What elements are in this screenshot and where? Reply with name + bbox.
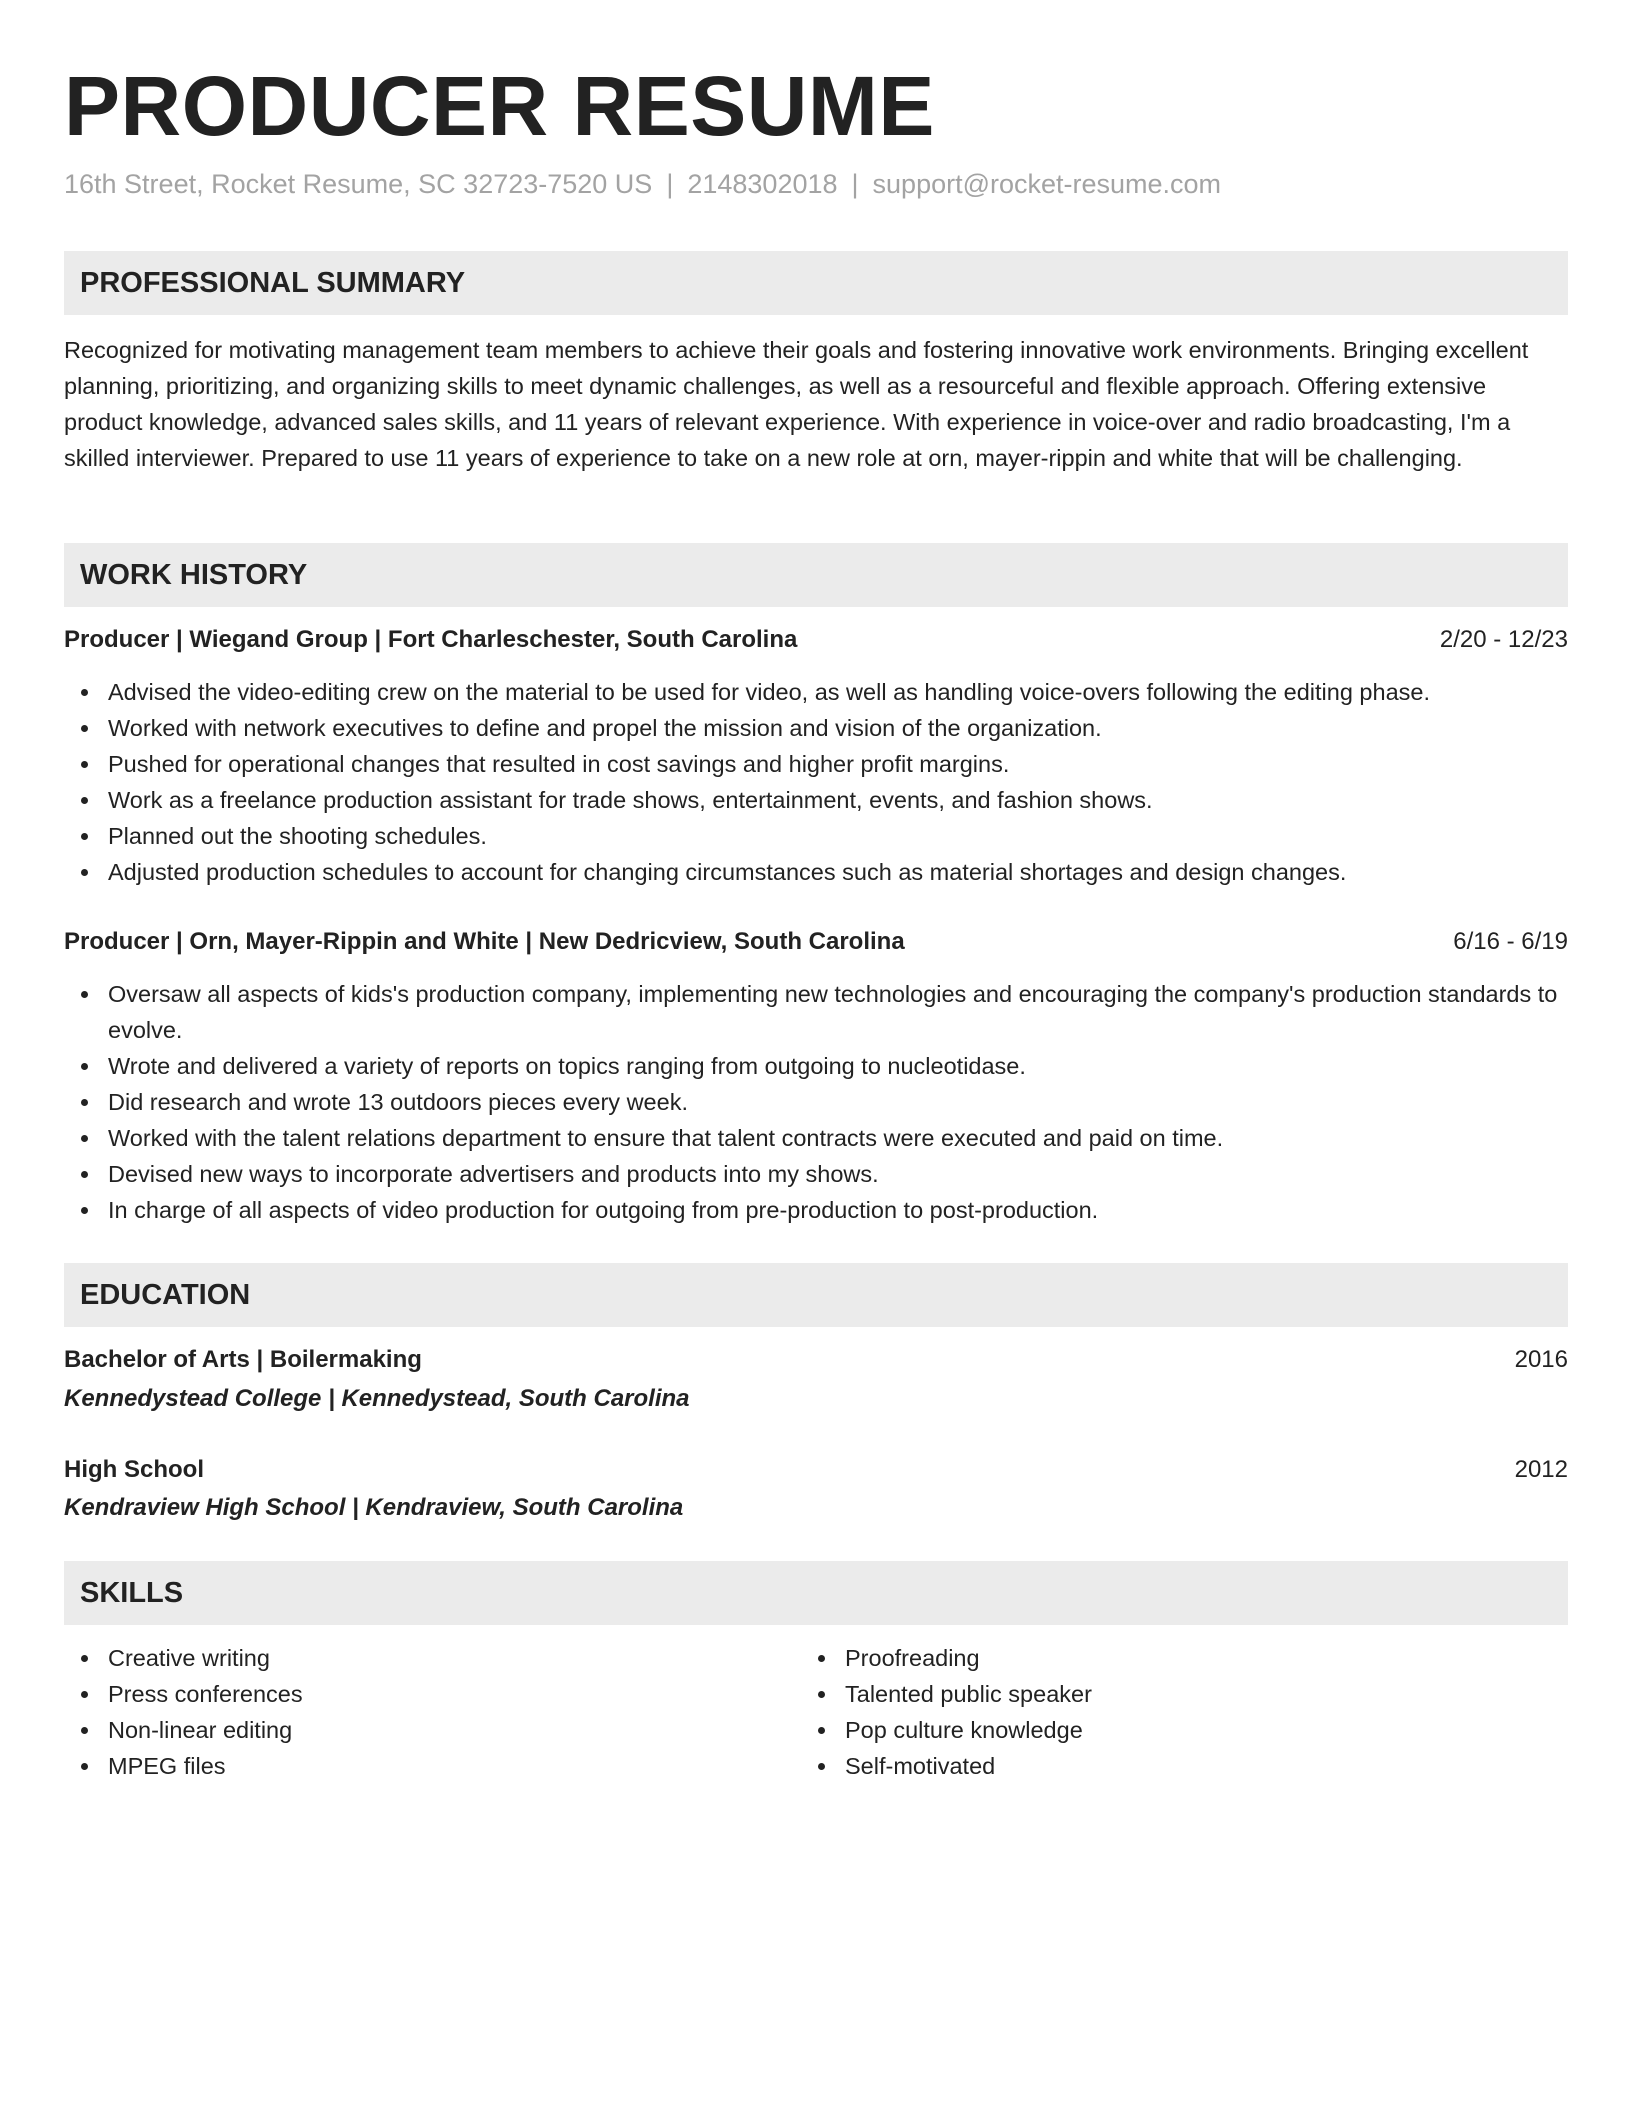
education-year: 2016 [1514, 1346, 1568, 1373]
contact-email: support@rocket-resume.com [872, 169, 1222, 199]
section-heading-summary: PROFESSIONAL SUMMARY [64, 251, 1568, 315]
job-header [64, 622, 1568, 658]
job-bullet: Oversaw all aspects of kids's production company, implementing new technologies and encouraging the company's production standards to evolve. [64, 976, 1568, 1048]
contact-separator: | [851, 169, 859, 199]
contact-separator: | [666, 169, 674, 199]
skill-item: Talented public speaker [801, 1676, 1501, 1712]
job-bullet: Worked with the talent relations department to ensure that talent contracts were executed and paid on time. [64, 1120, 1568, 1156]
section-heading-education: EDUCATION [64, 1263, 1568, 1327]
skill-item: Creative writing [64, 1640, 764, 1676]
job-bullet: Work as a freelance production assistant for trade shows, entertainment, events, and fashion shows. [64, 782, 1568, 818]
education-year: 2012 [1514, 1456, 1568, 1483]
skills-list-right [801, 1640, 1501, 1784]
education-school: Kendraview High School | Kendraview, South Carolina [64, 1494, 684, 1521]
resume-title: PRODUCER RESUME [64, 59, 935, 153]
education-degree: High School [64, 1456, 204, 1483]
education-school: Kennedystead College | Kennedystead, South Carolina [64, 1385, 690, 1412]
skill-item: MPEG files [64, 1748, 764, 1784]
job-dates: 6/16 - 6/19 [1453, 928, 1568, 955]
skill-item: Self-motivated [801, 1748, 1501, 1784]
job-bullet: Planned out the shooting schedules. [64, 818, 1568, 854]
job-bullet: Pushed for operational changes that resulted in cost savings and higher profit margins. [64, 746, 1568, 782]
section-heading-work-history: WORK HISTORY [64, 543, 1568, 607]
job-bullet-list [64, 976, 1568, 1228]
skill-item: Pop culture knowledge [801, 1712, 1501, 1748]
skill-item: Proofreading [801, 1640, 1501, 1676]
job-bullet: In charge of all aspects of video production for outgoing from pre-production to post-production. [64, 1192, 1568, 1228]
job-bullet: Devised new ways to incorporate advertisers and products into my shows. [64, 1156, 1568, 1192]
job-bullet: Adjusted production schedules to account for changing circumstances such as material shortages and design changes. [64, 854, 1568, 890]
job-title: Producer | Orn, Mayer-Rippin and White | New Dedricview, South Carolina [64, 928, 905, 955]
contact-line [64, 166, 1221, 202]
section-heading-skills: SKILLS [64, 1561, 1568, 1625]
job-header [64, 924, 1568, 960]
job-bullet: Advised the video-editing crew on the material to be used for video, as well as handling voice-overs following the editing phase. [64, 674, 1568, 710]
job-bullet: Worked with network executives to define and propel the mission and vision of the organization. [64, 710, 1568, 746]
summary-text: Recognized for motivating management team members to achieve their goals and fostering innovative work environments. Bringing excellent planning, prioritizing, and organizing skills to meet dynamic challenges, as well as a resourceful and flexible approach. Offering extensive product knowledge, advanced sales skills, and 11 years of relevant experience. With experience in voice-over and radio broadcasting, I'm a skilled interviewer. Prepared to use 11 years of experience to take on a new role at orn, mayer-rippin and white that will be challenging. [64, 337, 1529, 471]
skill-item: Non-linear editing [64, 1712, 764, 1748]
skills-list-left [64, 1640, 764, 1784]
job-bullet-list [64, 674, 1568, 890]
contact-phone: 2148302018 [687, 169, 838, 199]
job-bullet: Did research and wrote 13 outdoors pieces every week. [64, 1084, 1568, 1120]
job-dates: 2/20 - 12/23 [1439, 626, 1568, 653]
skill-item: Press conferences [64, 1676, 764, 1712]
job-bullet: Wrote and delivered a variety of reports on topics ranging from outgoing to nucleotidase. [64, 1048, 1568, 1084]
contact-address: 16th Street, Rocket Resume, SC 32723-7520 US [64, 169, 653, 199]
education-degree: Bachelor of Arts | Boilermaking [64, 1346, 422, 1373]
job-title: Producer | Wiegand Group | Fort Charleschester, South Carolina [64, 626, 798, 653]
